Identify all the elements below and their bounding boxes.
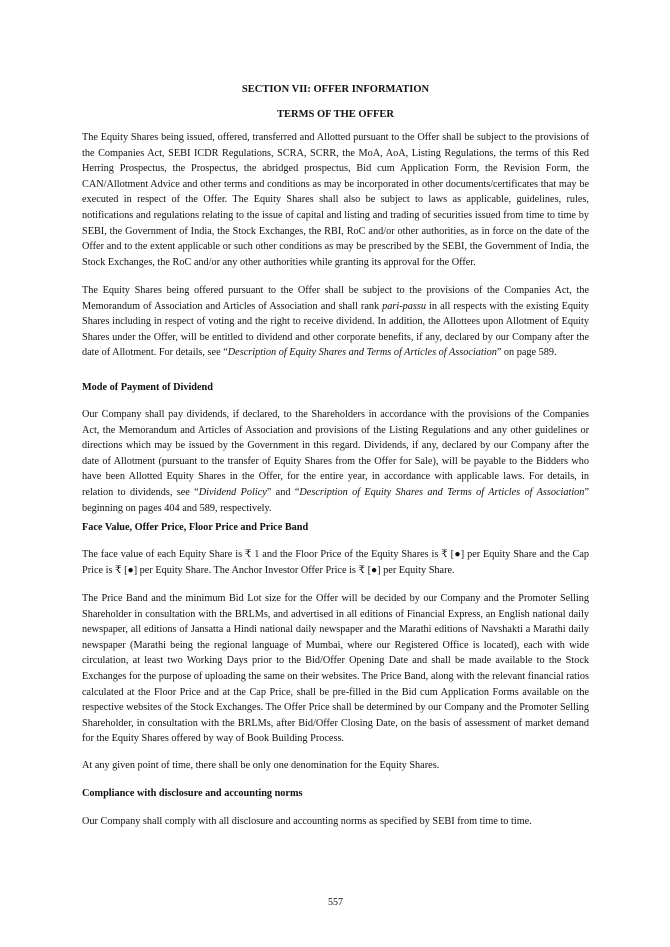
heading-dividend: Mode of Payment of Dividend — [82, 382, 213, 393]
section-title: SECTION VII: OFFER INFORMATION — [241, 84, 430, 95]
paragraph-ranking: The Equity Shares being offered pursuant to the Offer shall be subject to the provisions of the Companies Act, the Memorandum of Association and Articles of Association and shall rank pari-passu in all respects with the existing Equity Shares including in respect of voting and the right to receive dividend. In addition, the Allottees upon Allotment of Equity Shares under the Offer, will be entitled to dividend and other corporate benefits, if any, declared by our Company after the date of Allotment. For details, see “Description of Equity Shares and Terms of Articles of Association” on page 589. — [82, 285, 590, 359]
paragraph-face-value: The face value of each Equity Share is ₹ 1 and the Floor Price of the Equity Shares is ₹ [●] per Equity Share and the Cap Price is ₹ [●] per Equity Share. The Anchor Investor Offer Price is ₹ [●] per Equity Share. — [82, 549, 589, 576]
heading-compliance: Compliance with disclosure and accounting norms — [82, 788, 303, 799]
paragraph-denomination: At any given point of time, there shall be only one denomination for the Equity Shares. — [82, 760, 440, 771]
subtitle: TERMS OF THE OFFER — [277, 109, 394, 120]
heading-face-value: Face Value, Offer Price, Floor Price and Price Band — [82, 522, 309, 533]
paragraph-dividend: Our Company shall pay dividends, if declared, to the Shareholders in accordance with the provisions of the Companies Act, the Memorandum and Articles of Association and provisions of the Listing Regulations and any other guidelines or directions which may be issued by the Government in this regard. Dividends, if any, declared by our Company after the date of Allotment (pursuant to the transfer of Equity Shares from the Offer for Sale), will be payable to the Bidders who have been Allotted Equity Shares in the Offer, for the entire year, in accordance with applicable laws. For details, in relation to dividends, see “Dividend Policy” and “Description of Equity Shares and Terms of Articles of Association” beginning on pages 404 and 589, respectively. — [82, 409, 589, 514]
paragraph-terms: The Equity Shares being issued, offered, transferred and Allotted pursuant to the Offer shall be subject to the provisions of the Companies Act, SEBI ICDR Regulations, SCRA, SCRR, the MoA, AoA, Listing Regulations, the terms of this Red Herring Prospectus, the Prospectus, the abridged prospectus, Bid cum Application Form, the Revision Form, the CAN/Allotment Advice and other terms and conditions as may be incorporated in other documents/certificates that may be executed in respect of the Offer. The Equity Shares shall also be subject to laws as applicable, guidelines, rules, notifications and regulations relating to the issue of capital and listing and trading of securities issued from time to time by SEBI, the Government of India, the Stock Exchanges, the RBI, RoC and/or other authorities, as in force on the date of the Offer and to the extent applicable or such other conditions as may be prescribed by the SEBI, the Government of India, the Stock Exchanges, the RoC and/or any other authorities while granting its approval for the Offer. — [82, 132, 589, 268]
paragraph-compliance: Our Company shall comply with all disclosure and accounting norms as specified by SEBI from time to time. — [82, 816, 532, 827]
paragraph-price-band: The Price Band and the minimum Bid Lot size for the Offer will be decided by our Company and the Promoter Selling Shareholder in consultation with the BRLMs, and advertised in all editions of Financial Express, an English national daily newspaper, all editions of Jansatta a Hindi national daily newspaper and the Marathi editions of Navshakti a Marathi daily newspaper (Marathi being the regional language of Mumbai, where our Registered Office is located), each with wide circulation, at least two Working Days prior to the Bid/Offer Opening Date and shall be made available to the Stock Exchanges for the purpose of uploading the same on their websites. The Price Band, along with the relevant financial ratios calculated at the Floor Price and at the Cap Price, shall be pre-filled in the Bid cum Application Forms available on the respective websites of the Stock Exchanges. The Offer Price shall be determined by our Company and the Promoter Selling Shareholder, in consultation with the BRLMs, after Bid/Offer Closing Date, on the basis of assessment of market demand for the Equity Shares offered by way of Book Building Process. — [82, 593, 589, 745]
page-number: 557 — [328, 897, 343, 908]
